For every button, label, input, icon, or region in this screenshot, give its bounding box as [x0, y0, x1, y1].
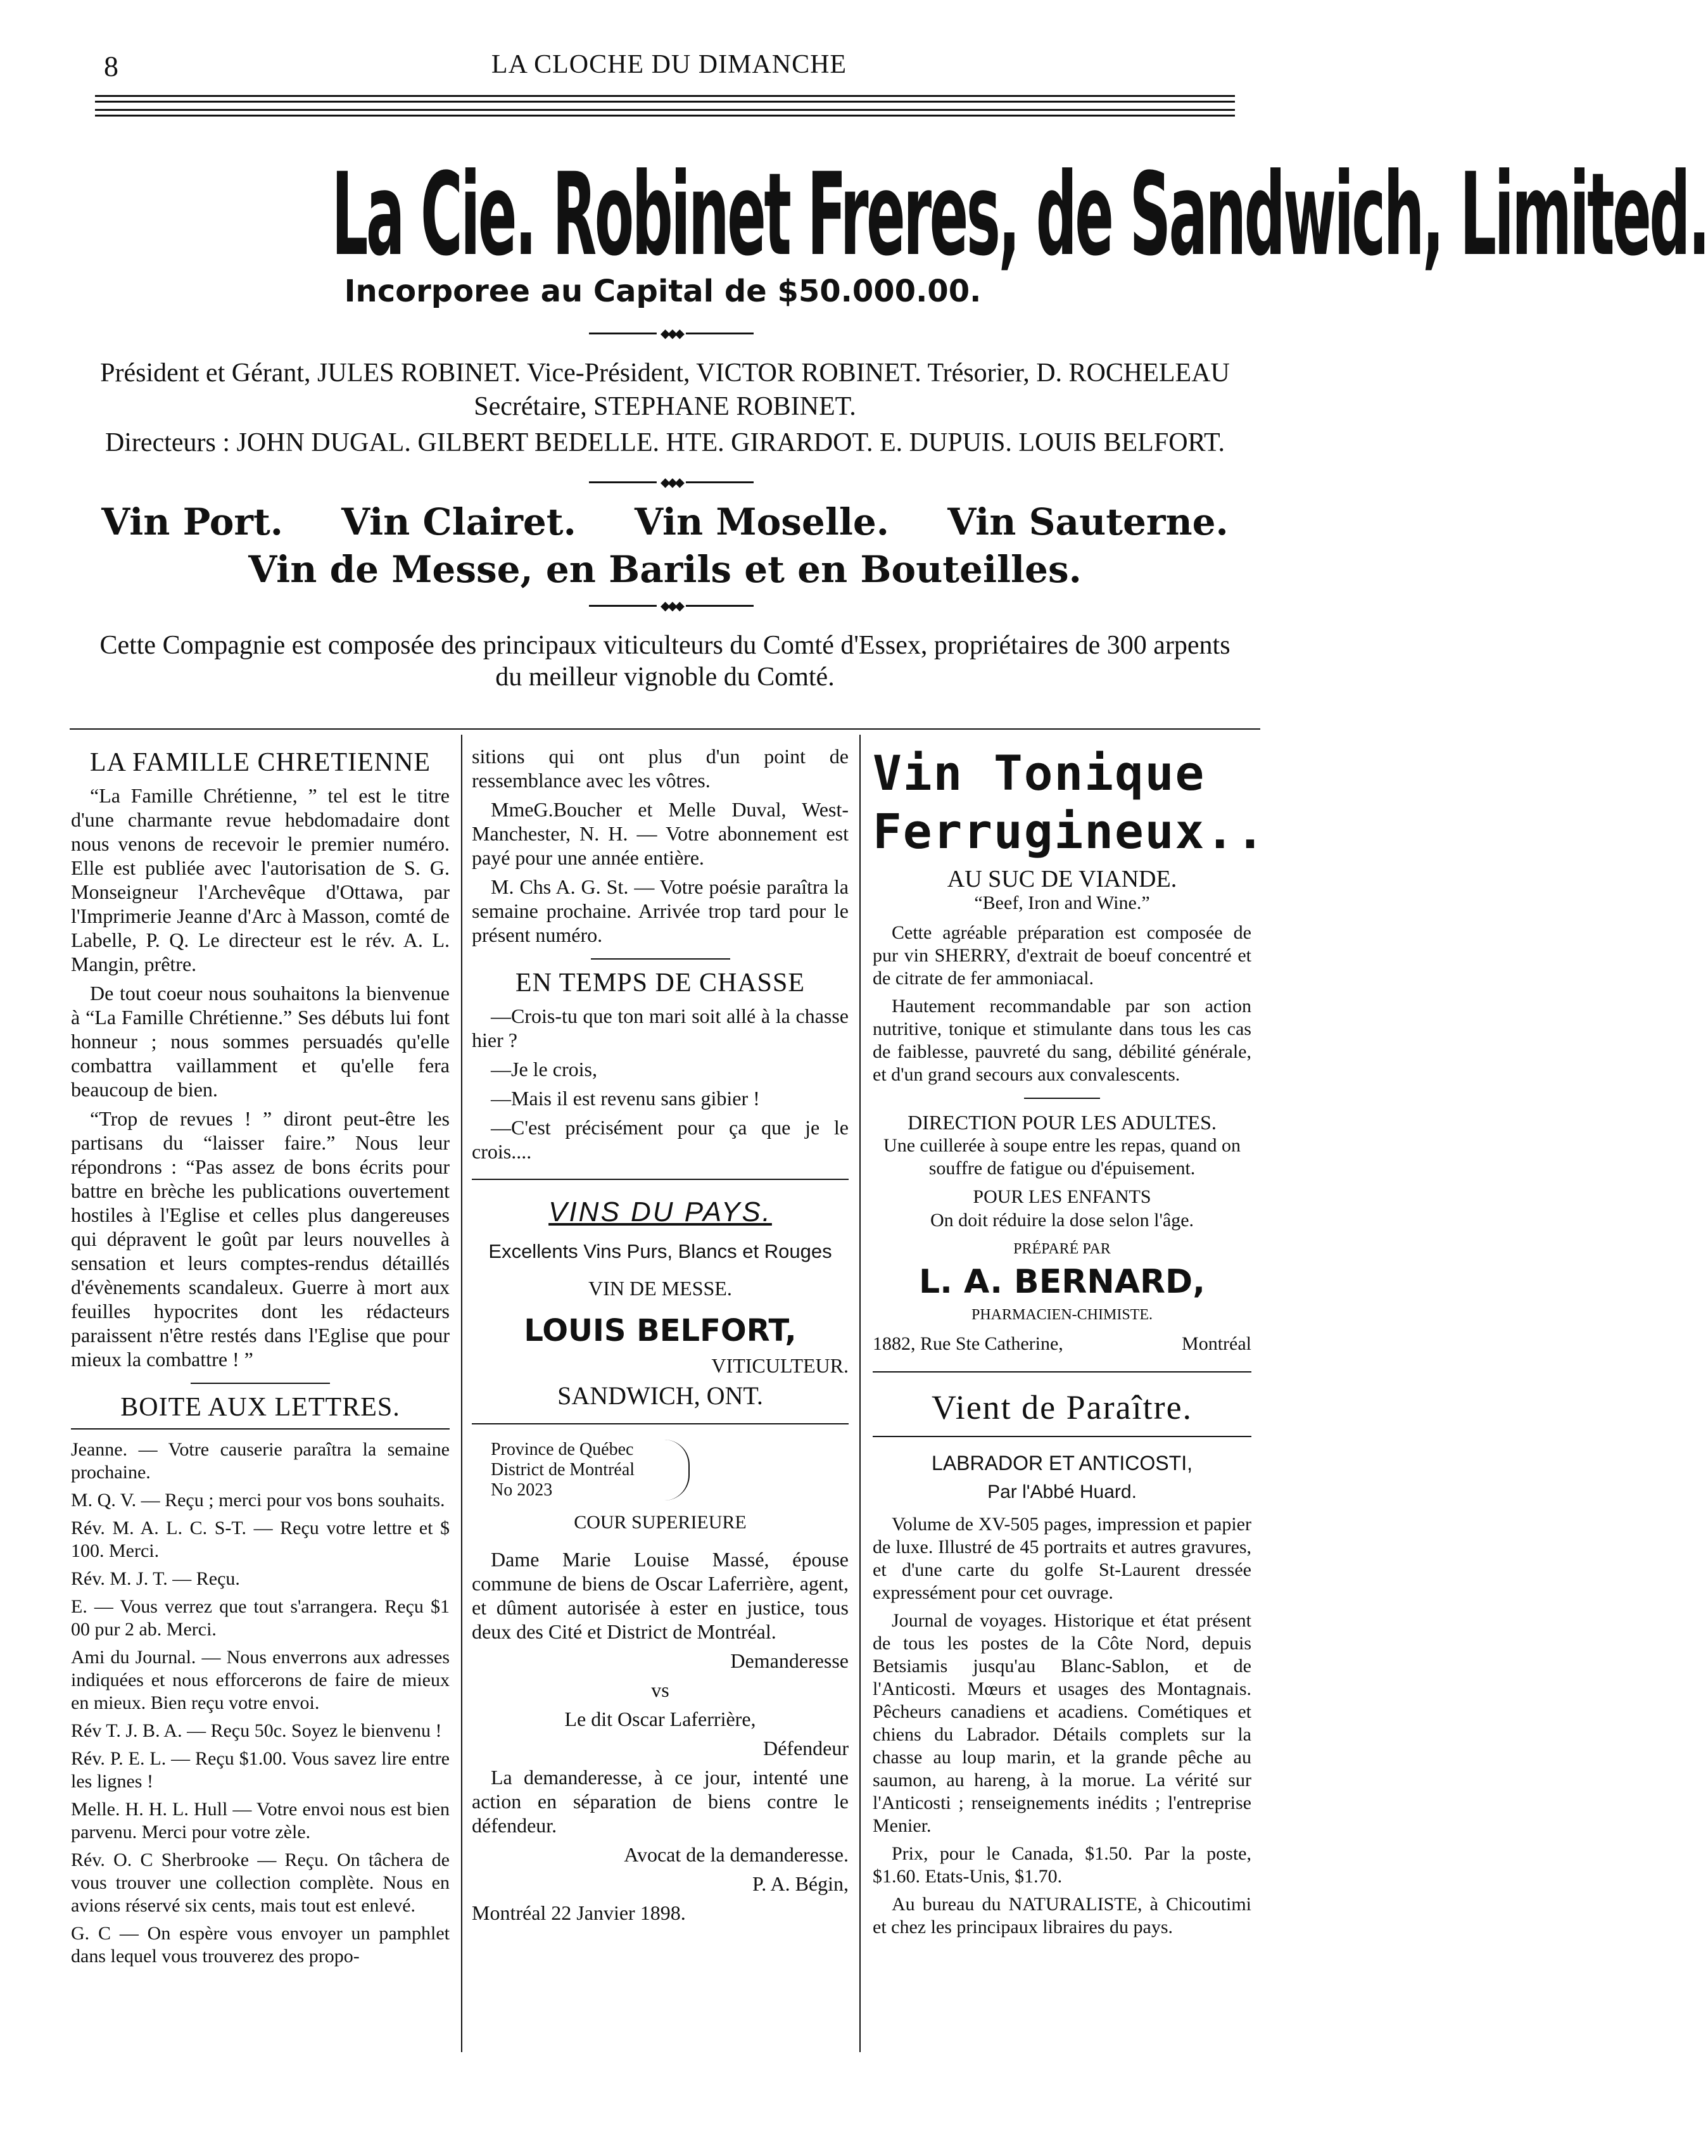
wine-clairet: Vin Clairet.	[341, 500, 576, 543]
ad-title: VINS DU PAYS.	[548, 1196, 772, 1227]
tonic-address	[873, 1332, 1251, 1356]
book-author: Par l'Abbé Huard.	[987, 1481, 1137, 1502]
legal-demanderesse: Demanderesse	[730, 1649, 849, 1672]
letter-item: MmeG.Boucher et Melle Duval, West-Manchester, N. H. — Votre abonnement est payé pour une année entière.	[472, 798, 849, 869]
ad-line-2: VIN DE MESSE.	[588, 1277, 732, 1300]
wine-list	[70, 500, 1260, 543]
famille-paragraph-3: “Trop de revues ! ” diront peut-être les partisans du “laisser faire.” Nous leur répondrons : “Pas assez de bons écrits pour battre en brèche les publications ouvertement hostiles à l'Eglise et celles plus dangereuses qui dépravent le goût par leurs nouvelles à sensation et leurs comptes-rendus détaillés d'évènements scandaleux. Guerre à mort aux feuilles hypocrites dont les rédacteurs paraissent n'être restés dans l'Eglise que pour mieux la combattre ! ”	[71, 1107, 450, 1371]
legal-paragraph-2: La demanderesse, à ce jour, intenté une action en séparation de biens contre le défendeur.	[472, 1766, 849, 1837]
book-paragraph-2: Journal de voyages. Historique et état présent de tous les postes de la Côte Nord, depuis Betsiamis jusqu'au Blanc-Sablon, et de l'Anticosti. Mœurs et usages des Montagnais. Pêcheurs canadiens et acadiens. Cométiques et chiens du Labrador. Détails complets sur la chasse au loup marin, et la grande pêche au saumon, au hareng, à la morue. La vérité sur l'Anticosti ; renseignements inédits ; l'entreprise Menier.	[873, 1610, 1251, 1836]
section-heading-famille: LA FAMILLE CHRETIENNE	[89, 748, 431, 777]
wine-list-2: Vin de Messe, en Barils et en Bouteilles.	[248, 548, 1082, 591]
letter-item: Rév. M. J. T. — Reçu.	[71, 1568, 240, 1589]
ad-name: LOUIS BELFORT,	[524, 1313, 797, 1348]
section-divider	[591, 958, 730, 960]
letter-item: Rév. P. E. L. — Reçu $1.00. Vous savez lire entre les lignes !	[71, 1748, 450, 1792]
tonic-paragraph-1: Cette agréable préparation est composée de pur vin SHERRY, d'extrait de boeuf concentré et de citrate de fer ammoniacal.	[873, 922, 1251, 989]
book-paragraph-3: Prix, pour le Canada, $1.50. Par la poste, $1.60. Etats-Unis, $1.70.	[873, 1843, 1251, 1887]
columns-top-rule	[70, 728, 1260, 730]
letter-item: M. Chs A. G. St. — Votre poésie paraîtra la semaine prochaine. Arrivée trop tard pour le présent numéro.	[472, 875, 849, 946]
ornament-divider	[589, 333, 754, 334]
book-title: LABRADOR ET ANTICOSTI,	[932, 1452, 1192, 1474]
tonic-prepared-by: PRÉPARÉ PAR	[1013, 1241, 1111, 1257]
tonic-address-street: 1882, Rue Ste Catherine,	[873, 1333, 1063, 1354]
ad-top-rule	[472, 1179, 849, 1180]
officers-line-1: Président et Gérant, JULES ROBINET. Vice-Président, VICTOR ROBINET. Trésorier, D. ROCHELEAU	[100, 358, 1230, 388]
officers-line-2: Secrétaire, STEPHANE ROBINET.	[474, 392, 856, 421]
legal-signature: P. A. Bégin,	[752, 1872, 849, 1895]
dialog-line: —Crois-tu que ton mari soit allé à la chasse hier ?	[472, 1005, 849, 1051]
letter-item: E. — Vous verrez que tout s'arrangera. Reçu $1 00 pur 2 ab. Merci.	[71, 1596, 450, 1640]
legal-province: Province de Québec	[491, 1440, 634, 1459]
legal-defendeur: Défendeur	[762, 1737, 849, 1760]
tonic-title-1: Vin Tonique	[873, 745, 1206, 801]
section-divider	[1024, 1098, 1100, 1099]
tonic-title-2: Ferrugineux..	[873, 803, 1266, 859]
dialog-line: —C'est précisément pour ça que je le crois....	[472, 1116, 849, 1163]
header-double-rule	[95, 95, 1235, 103]
letter-item: Jeanne. — Votre causerie paraîtra la semaine prochaine.	[71, 1439, 450, 1483]
letter-item: Ami du Journal. — Nous enverrons aux adresses indiquées et nous efforcerons de faire de mieux en mieux. Bien reçu votre envoi.	[71, 1647, 450, 1713]
letters-continued: sitions qui ont plus d'un point de ressemblance avec les vôtres.	[472, 745, 849, 792]
famille-paragraph-2: De tout coeur nous souhaitons la bienvenue à “La Famille Chrétienne.” Ses débuts lui font honneur ; nous sommes persuadés qu'elle combattra vaillamment et qu'elle fera beaucoup de bien.	[71, 982, 450, 1101]
legal-avocat: Avocat de la demanderesse.	[624, 1843, 849, 1866]
tonic-children-text: On doit réduire la dose selon l'âge.	[930, 1210, 1194, 1231]
legal-number: No 2023	[491, 1480, 553, 1500]
wine-sauterne: Vin Sauterne.	[947, 500, 1229, 543]
column-1	[71, 744, 450, 1973]
tonic-adults-heading: DIRECTION POUR LES ADULTES.	[908, 1111, 1217, 1134]
legal-district: District de Montréal	[491, 1460, 635, 1480]
legal-paragraph-1: Dame Marie Louise Massé, épouse commune de biens de Oscar Laferrière, agent, et dûment autorisée à ester en justice, tous deux des Cité et District de Montréal.	[472, 1548, 849, 1643]
letter-item: G. C — On espère vous envoyer un pamphlet dans lequel vous trouverez des propo-	[71, 1923, 450, 1967]
legal-date: Montréal 22 Janvier 1898.	[472, 1901, 686, 1924]
letter-item: Rév. M. A. L. C. S-T. — Reçu votre lettre et $ 100. Merci.	[71, 1518, 450, 1561]
column-2	[472, 744, 849, 1930]
ad-line-1: Excellents Vins Purs, Blancs et Rouges	[488, 1240, 832, 1262]
wine-moselle: Vin Moselle.	[635, 500, 889, 543]
dialog-line: —Mais il est revenu sans gibier !	[491, 1087, 760, 1110]
legal-jurisdiction	[491, 1440, 690, 1500]
ad-place: SANDWICH, ONT.	[557, 1381, 763, 1410]
column-divider-1	[461, 735, 462, 2052]
company-description-2: du meilleur vignoble du Comté.	[495, 663, 835, 692]
column-divider-2	[859, 735, 861, 2052]
section-heading-chasse: EN TEMPS DE CHASSE	[515, 968, 806, 998]
company-capital: Incorporee au Capital de $50.000.00.	[344, 274, 982, 309]
tonic-subtitle: AU SUC DE VIANDE.	[947, 866, 1177, 892]
section-rule	[71, 1428, 450, 1430]
book-paragraph-4: Au bureau du NATURALISTE, à Chicoutimi et chez les principaux libraires du pays.	[873, 1894, 1251, 1937]
dialog-line: —Je le crois,	[491, 1058, 597, 1081]
page-number: 8	[104, 50, 118, 82]
tonic-subtitle-2: “Beef, Iron and Wine.”	[974, 892, 1150, 913]
legal-top-rule	[472, 1423, 849, 1424]
letter-item: M. Q. V. — Reçu ; merci pour vos bons souhaits.	[71, 1490, 445, 1511]
legal-defendeur-name: Le dit Oscar Laferrière,	[564, 1708, 756, 1730]
letter-item: Melle. H. H. L. Hull — Votre envoi nous est bien parvenu. Merci pour votre zèle.	[71, 1799, 450, 1842]
column-3	[873, 744, 1266, 1944]
wine-port: Vin Port.	[101, 500, 283, 543]
book-top-rule	[873, 1371, 1251, 1373]
running-title: LA CLOCHE DU DIMANCHE	[491, 50, 847, 79]
ornament-divider-3	[589, 605, 754, 607]
ornament-divider-2	[589, 481, 754, 483]
legal-court: COUR SUPERIEURE	[574, 1512, 747, 1533]
running-header	[95, 49, 1243, 87]
book-heading-rule	[873, 1436, 1251, 1437]
header-double-rule-2	[95, 109, 1235, 117]
ad-role: VITICULTEUR.	[711, 1354, 849, 1377]
tonic-maker-role: PHARMACIEN-CHIMISTE.	[971, 1307, 1153, 1323]
tonic-children-heading: POUR LES ENFANTS	[973, 1186, 1151, 1207]
section-divider	[191, 1383, 330, 1384]
letter-item: Rév. O. C Sherbrooke — Reçu. On tâchera de vous trouver une collection complète. Nous en avions réservé six cents, mais tout est enlevé.	[71, 1849, 450, 1916]
tonic-address-city: Montréal	[1182, 1333, 1251, 1354]
famille-paragraph-1: “La Famille Chrétienne, ” tel est le titre d'une charmante revue hebdomadaire dont nous venons de recevoir le premier numéro. Elle est publiée avec l'autorisation de S. G. Monseigneur l'Archevêque d'Ottawa, par l'Imprimerie Jeanne d'Arc à Masson, comté de Labelle, P. Q. Le directeur est le rév. A. L. Mangin, prêtre.	[71, 784, 450, 975]
directors-line: Directeurs : JOHN DUGAL. GILBERT BEDELLE. HTE. GIRARDOT. E. DUPUIS. LOUIS BELFORT.	[104, 428, 1225, 457]
legal-vs: vs	[651, 1678, 669, 1701]
tonic-adults-text: Une cuillerée à soupe entre les repas, quand on souffre de fatigue ou d'épuisement.	[883, 1135, 1241, 1179]
tonic-paragraph-2: Hautement recommandable par son action nutritive, tonique et stimulante dans tous les cas de faiblesse, pauvreté du sang, débilité générale, et d'un grand secours aux convalescents.	[873, 996, 1251, 1085]
tonic-maker: L. A. BERNARD,	[919, 1263, 1205, 1301]
section-heading-boite: BOITE AUX LETTRES.	[120, 1393, 400, 1422]
company-description-1: Cette Compagnie est composée des principaux viticulteurs du Comté d'Essex, propriétaires de 300 arpents	[99, 631, 1230, 660]
book-paragraph-1: Volume de XV-505 pages, impression et papier de luxe. Illustré de 45 portraits et autres gravures, et d'une carte du golfe St-Laurent dressée expressément pour cet ouvrage.	[873, 1514, 1251, 1603]
company-title: La Cie. Robinet Freres, de Sandwich, Limited.	[331, 149, 1708, 281]
book-heading: Vient de Paraître.	[931, 1388, 1193, 1426]
letter-item: Rév T. J. B. A. — Reçu 50c. Soyez le bienvenu !	[71, 1720, 442, 1741]
